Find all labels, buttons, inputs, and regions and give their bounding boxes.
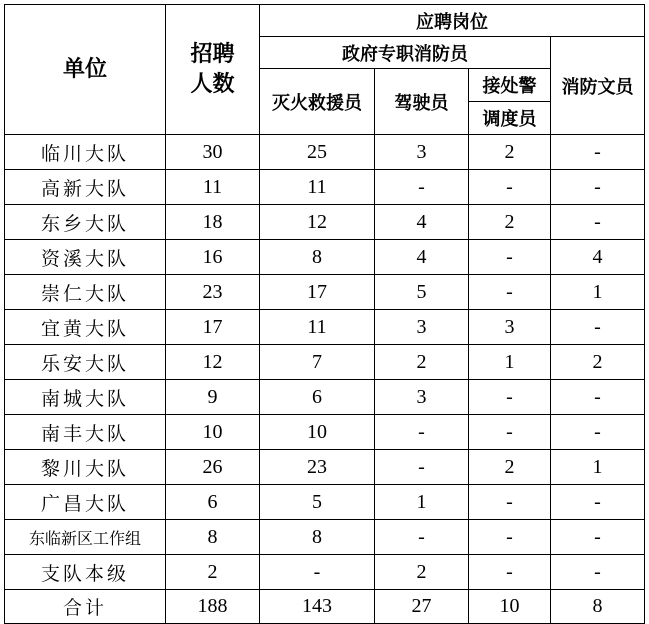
table-row [5,485,645,520]
cell-dispatch: - [469,485,551,520]
cell-unit: 临川大队 [5,135,166,170]
cell-unit: 资溪大队 [5,240,166,275]
cell-civil: - [551,205,645,240]
header-gov-firefighter: 政府专职消防员 [260,37,551,69]
cell-driver: 2 [375,555,469,590]
cell-total: 30 [166,135,260,170]
header-unit: 单位 [5,5,166,135]
cell-driver: 3 [375,380,469,415]
cell-dispatch: - [469,170,551,205]
cell-rescue: 23 [260,450,375,485]
cell-total: 6 [166,485,260,520]
cell-rescue: 5 [260,485,375,520]
cell-civil: 1 [551,450,645,485]
cell-dispatch: 10 [469,590,551,624]
cell-dispatch: - [469,555,551,590]
table-row [5,275,645,310]
cell-dispatch: 3 [469,310,551,345]
cell-unit: 南丰大队 [5,415,166,450]
header-recruit-line1: 招聘 [190,41,235,67]
cell-dispatch: - [469,240,551,275]
recruitment-table [4,4,645,624]
cell-total: 11 [166,170,260,205]
cell-dispatch: 2 [469,205,551,240]
cell-driver: 3 [375,135,469,170]
cell-rescue: 11 [260,310,375,345]
header-recruit-line2: 人数 [190,71,235,97]
cell-total: 16 [166,240,260,275]
cell-unit: 崇仁大队 [5,275,166,310]
cell-unit: 东乡大队 [5,205,166,240]
cell-unit: 黎川大队 [5,450,166,485]
table-row [5,205,645,240]
table-row [5,310,645,345]
header-recruit-count [166,5,260,135]
cell-civil: 2 [551,345,645,380]
table-row [5,415,645,450]
cell-dispatch: - [469,415,551,450]
total-row [5,590,645,624]
table-row [5,450,645,485]
cell-dispatch: 2 [469,135,551,170]
cell-dispatch: 1 [469,345,551,380]
cell-driver: 4 [375,240,469,275]
cell-total: 188 [166,590,260,624]
cell-civil: - [551,135,645,170]
cell-driver: - [375,415,469,450]
cell-driver: 2 [375,345,469,380]
table-row [5,380,645,415]
cell-unit: 南城大队 [5,380,166,415]
cell-dispatch: - [469,520,551,555]
cell-driver: 5 [375,275,469,310]
cell-civil: - [551,170,645,205]
cell-rescue: 25 [260,135,375,170]
cell-rescue: 17 [260,275,375,310]
table-row [5,345,645,380]
cell-dispatch: - [469,275,551,310]
cell-civil: - [551,380,645,415]
cell-total: 2 [166,555,260,590]
table-row [5,555,645,590]
table-row [5,170,645,205]
table-row [5,240,645,275]
cell-total: 10 [166,415,260,450]
cell-total: 18 [166,205,260,240]
cell-driver: 4 [375,205,469,240]
cell-dispatch: 2 [469,450,551,485]
cell-dispatch: - [469,380,551,415]
cell-driver: 27 [375,590,469,624]
table-row [5,135,645,170]
header-civil-staff: 消防文员 [551,37,645,135]
cell-total: 9 [166,380,260,415]
cell-civil: 8 [551,590,645,624]
cell-total: 26 [166,450,260,485]
header-positions: 应聘岗位 [260,5,645,37]
cell-civil: 4 [551,240,645,275]
cell-civil: - [551,415,645,450]
header-dispatch-line1: 接处警 [469,69,551,102]
cell-civil: - [551,555,645,590]
cell-rescue: 11 [260,170,375,205]
cell-unit: 乐安大队 [5,345,166,380]
cell-driver: - [375,520,469,555]
cell-rescue: 6 [260,380,375,415]
cell-unit: 合计 [5,590,166,624]
cell-civil: - [551,520,645,555]
cell-unit: 广昌大队 [5,485,166,520]
cell-unit: 宜黄大队 [5,310,166,345]
cell-total: 8 [166,520,260,555]
cell-rescue: 10 [260,415,375,450]
table-row [5,520,645,555]
header-rescue: 灭火救援员 [260,69,375,135]
header-driver: 驾驶员 [375,69,469,135]
cell-civil: - [551,310,645,345]
header-dispatch-line2: 调度员 [469,102,551,135]
header-row-1 [5,5,645,37]
cell-rescue: 7 [260,345,375,380]
cell-unit: 支队本级 [5,555,166,590]
cell-driver: - [375,170,469,205]
cell-civil: - [551,485,645,520]
cell-total: 12 [166,345,260,380]
cell-rescue: 8 [260,520,375,555]
cell-rescue: 143 [260,590,375,624]
cell-rescue: 12 [260,205,375,240]
cell-rescue: - [260,555,375,590]
cell-unit: 高新大队 [5,170,166,205]
cell-total: 23 [166,275,260,310]
cell-civil: 1 [551,275,645,310]
cell-driver: 1 [375,485,469,520]
cell-unit: 东临新区工作组 [5,520,166,555]
cell-driver: - [375,450,469,485]
cell-driver: 3 [375,310,469,345]
cell-rescue: 8 [260,240,375,275]
cell-total: 17 [166,310,260,345]
